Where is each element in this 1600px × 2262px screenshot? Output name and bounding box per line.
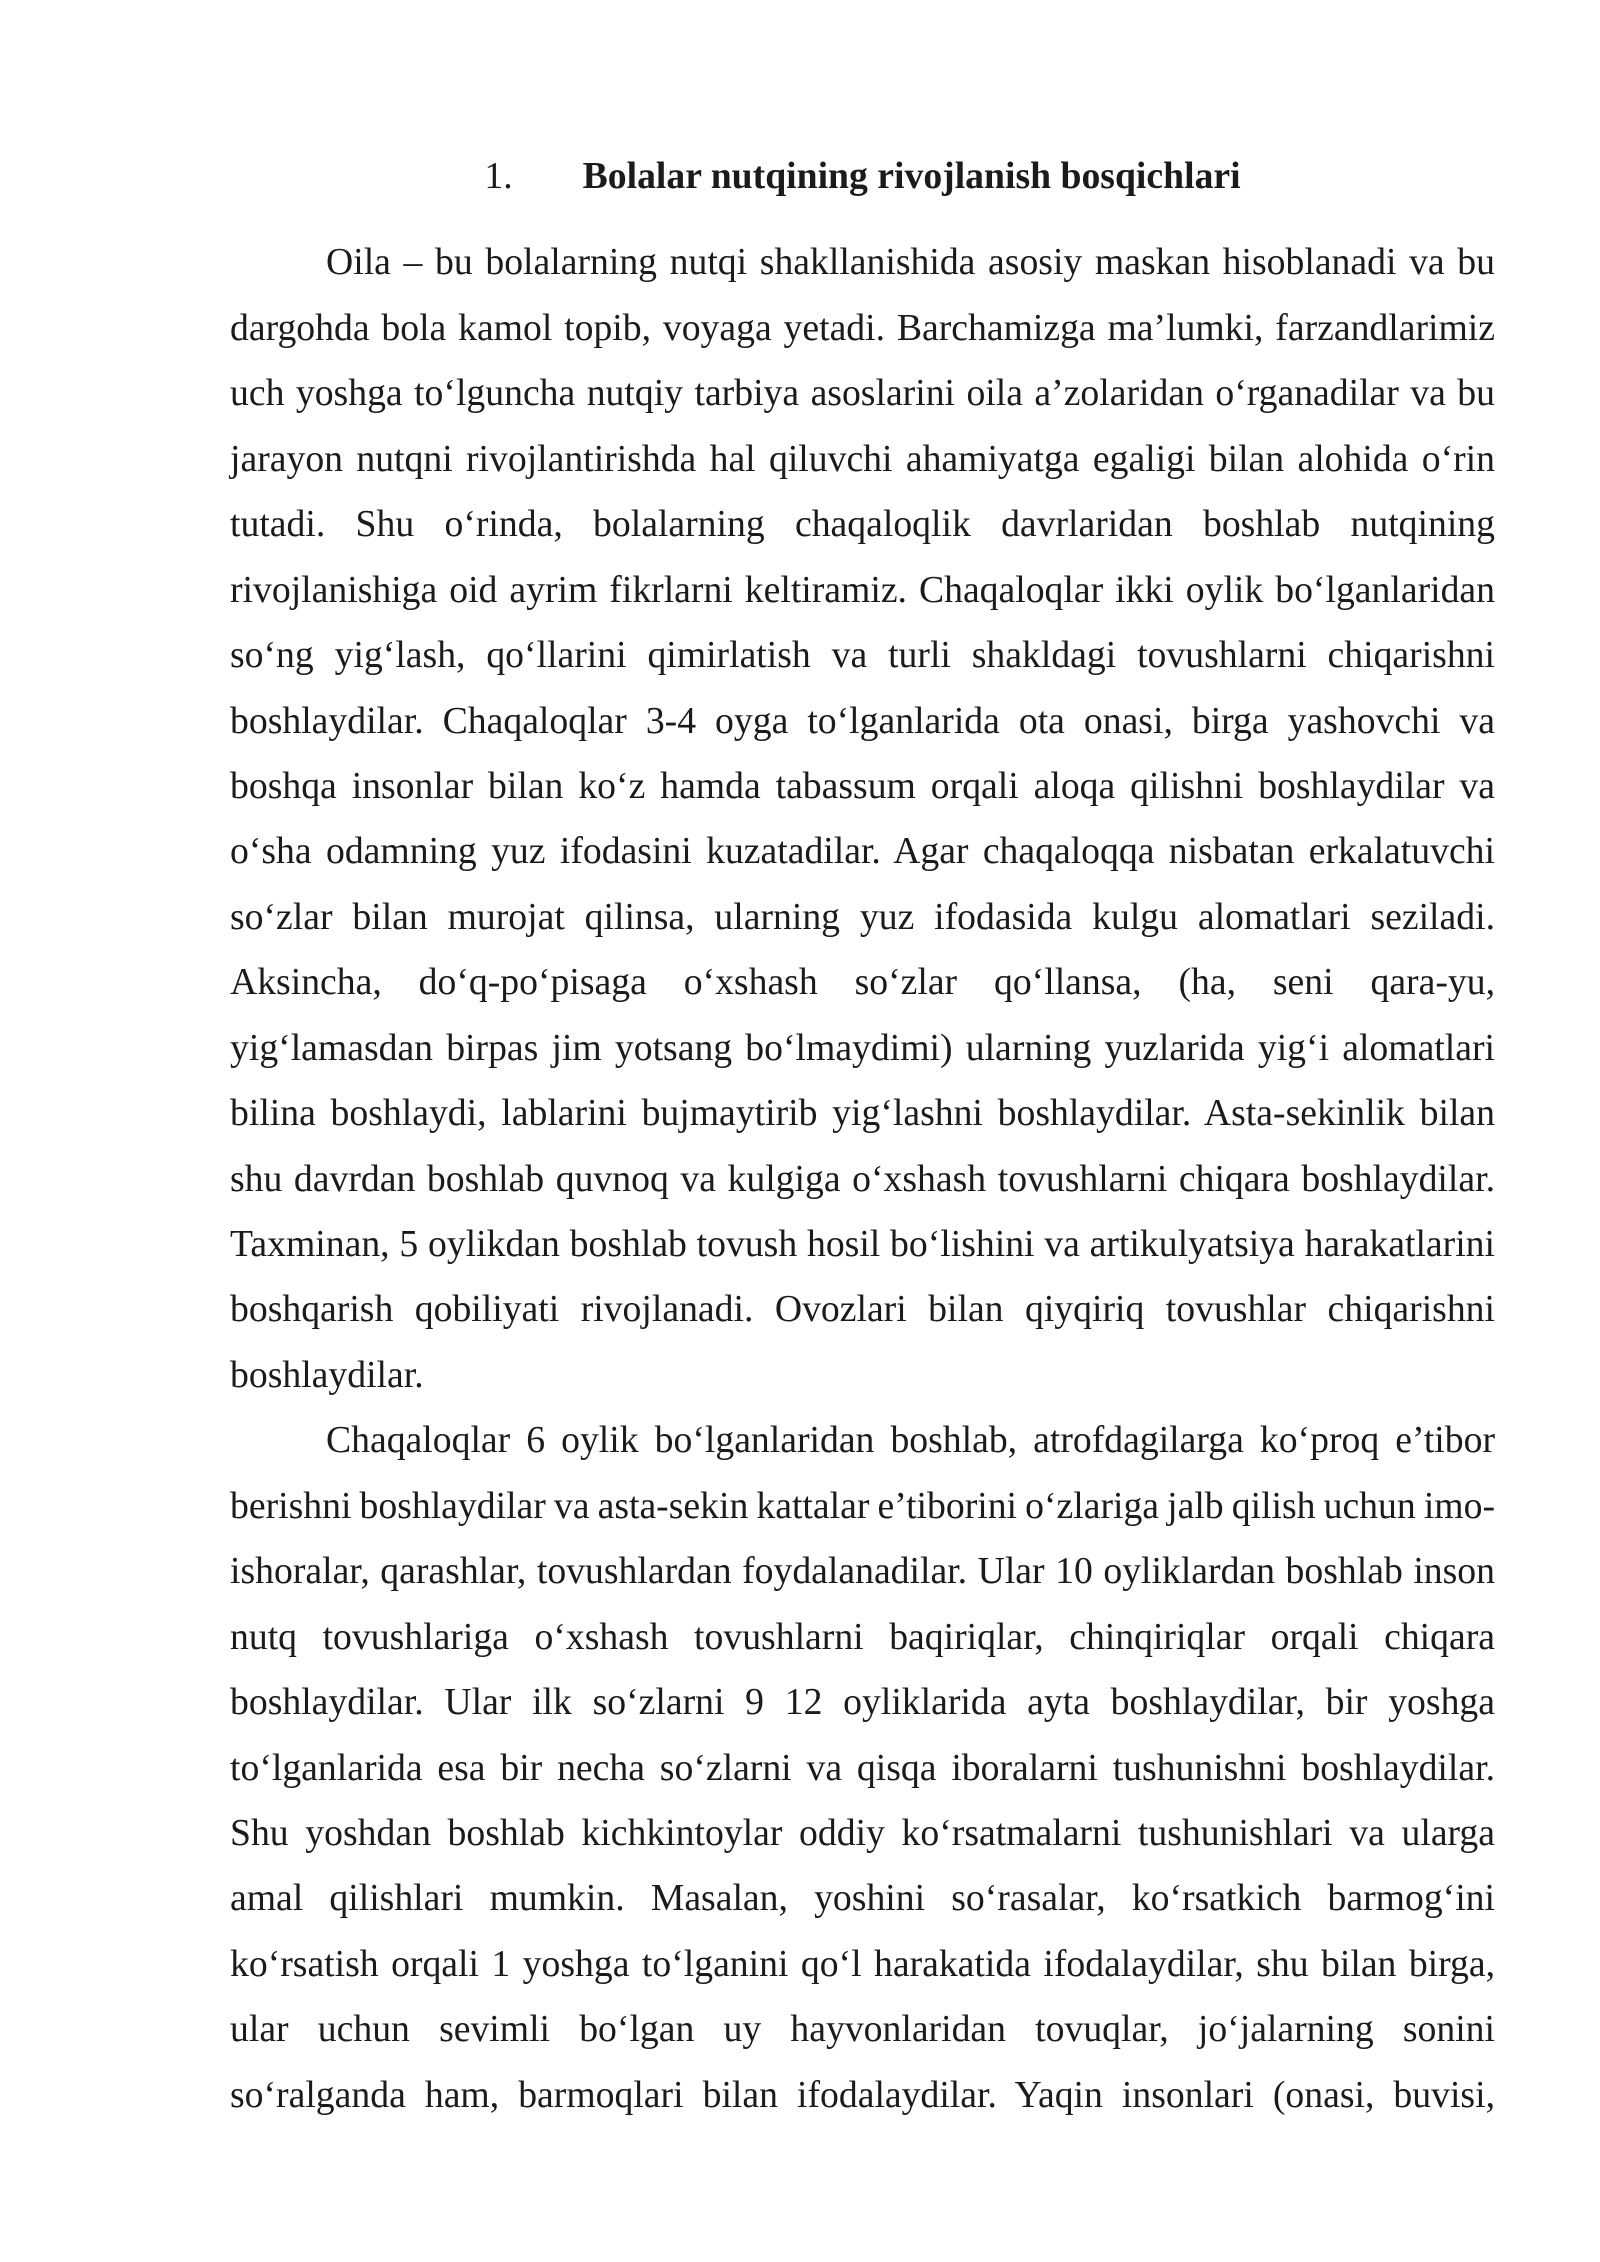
line-text: uch yoshga to‘lguncha nutqiy tarbiya asoslarini oila a’zolaridan o‘rganadilar va bu [230,372,1495,415]
paragraph-line [230,1212,1495,1277]
paragraph-line [230,819,1495,884]
paragraph-line [230,558,1495,623]
section-title: Bolalar nutqining rivojlanish bosqichlari [582,155,1241,197]
paragraph-line [230,1866,1495,1931]
paragraph-line [230,689,1495,754]
paragraph-line [230,1801,1495,1866]
line-text: bilina boshlaydi, lablarini bujmaytirib yig‘lashni boshlaydilar. Asta-sekinlik bilan [230,1092,1495,1135]
line-text: tutadi. Shu o‘rinda, bolalarning chaqaloqlik davrlaridan boshlab nutqining [230,503,1495,546]
paragraph [230,1408,1495,2128]
line-text: nutq tovushlariga o‘xshash tovushlarni baqiriqlar, chinqiriqlar orqali chiqara [230,1615,1495,1658]
paragraph-line [230,623,1495,688]
line-text: rivojlanishiga oid ayrim fikrlarni keltiramiz. Chaqaloqlar ikki oylik bo‘lganlaridan [230,568,1495,611]
paragraph-line [230,427,1495,492]
line-text: Aksincha, do‘q-po‘pisaga o‘xshash so‘zlar qo‘llansa, (ha, seni qara-yu, [230,961,1495,1004]
paragraph-line [230,1997,1495,2062]
line-text: ko‘rsatish orqali 1 yoshga to‘lganini qo‘l harakatida ifodalaydilar, shu bilan birga, [230,1942,1495,1985]
paragraph-line [230,1736,1495,1801]
paragraph-line [230,296,1495,361]
paragraph-line [230,361,1495,426]
paragraph-line [230,1147,1495,1212]
line-text: Shu yoshdan boshlab kichkintoylar oddiy ko‘rsatmalarni tushunishlari va ularga [230,1811,1495,1854]
paragraph-line [230,1408,1495,1473]
paragraph-line [230,1932,1495,1997]
line-text: dargohda bola kamol topib, voyaga yetadi. Barchamizga ma’lumki, farzandlarimiz [230,306,1495,349]
paragraph-line [230,1343,1495,1408]
line-text: boshqa insonlar bilan ko‘z hamda tabassum orqali aloqa qilishni boshlaydilar va [230,764,1495,807]
line-text: Oila – bu bolalarning nutqi shakllanishida asosiy maskan hisoblanadi va bu [326,241,1495,284]
line-text: shu davrdan boshlab quvnoq va kulgiga o‘xshash tovushlarni chiqara boshlaydilar. [230,1157,1495,1200]
line-text: Chaqaloqlar 6 oylik bo‘lganlaridan boshlab, atrofdagilarga ko‘proq e’tibor [326,1419,1495,1462]
line-text: so‘ng yig‘lash, qo‘llarini qimirlatish va turli shakldagi tovushlarni chiqarishni [230,634,1495,677]
paragraph-line [230,2063,1495,2128]
paragraph-line [230,1539,1495,1604]
paragraph-line [230,1670,1495,1735]
paragraph-line [230,885,1495,950]
line-text: ishoralar, qarashlar, tovushlardan foydalanadilar. Ular 10 oyliklardan boshlab inson [230,1550,1495,1593]
line-text: Taxminan, 5 oylikdan boshlab tovush hosil bo‘lishini va artikulyatsiya harakatlarini [230,1223,1495,1265]
line-text: boshlaydilar. [230,1353,424,1396]
line-text: ular uchun sevimli bo‘lgan uy hayvonlaridan tovuqlar, jo‘jalarning sonini [230,2008,1495,2051]
paragraph-line [230,1016,1495,1081]
line-text: yig‘lamasdan birpas jim yotsang bo‘lmaydimi) ularning yuzlarida yig‘i alomatlari [230,1026,1495,1069]
paragraph-line [230,1474,1495,1539]
paragraph-line [230,1081,1495,1146]
paragraph-line [230,492,1495,557]
paragraph [230,230,1495,1408]
line-text: o‘sha odamning yuz ifodasini kuzatadilar. Agar chaqaloqqa nisbatan erkalatuvchi [230,830,1495,873]
line-text: so‘zlar bilan murojat qilinsa, ularning yuz ifodasida kulgu alomatlari seziladi. [230,895,1495,938]
line-text: boshlaydilar. Chaqaloqlar 3-4 oyga to‘lganlarida ota onasi, birga yashovchi va [230,699,1495,742]
paragraph-line [230,754,1495,819]
paragraph-line [230,1277,1495,1342]
line-text: amal qilishlari mumkin. Masalan, yoshini so‘rasalar, ko‘rsatkich barmog‘ini [230,1877,1495,1920]
line-text: to‘lganlarida esa bir necha so‘zlarni va qisqa iboralarni tushunishni boshlaydilar. [230,1746,1495,1789]
section-heading [230,144,1495,209]
paragraph-line [230,950,1495,1015]
line-text: boshlaydilar. Ular ilk so‘zlarni 9 12 oyliklarida ayta boshlaydilar, bir yoshga [230,1681,1495,1724]
section-number: 1. [484,155,513,197]
line-text: berishni boshlaydilar va asta-sekin kattalar e’tiborini o‘zlariga jalb qilish uchun imo- [230,1484,1495,1527]
paragraph-line [230,230,1495,295]
line-text: jarayon nutqni rivojlantirishda hal qiluvchi ahamiyatga egaligi bilan alohida o‘rin [230,437,1495,480]
line-text: so‘ralganda ham, barmoqlari bilan ifodalaydilar. Yaqin insonlari (onasi, buvisi, [230,2073,1495,2116]
line-text: boshqarish qobiliyati rivojlanadi. Ovozlari bilan qiyqiriq tovushlar chiqarishni [230,1288,1495,1331]
paragraph-line [230,1605,1495,1670]
